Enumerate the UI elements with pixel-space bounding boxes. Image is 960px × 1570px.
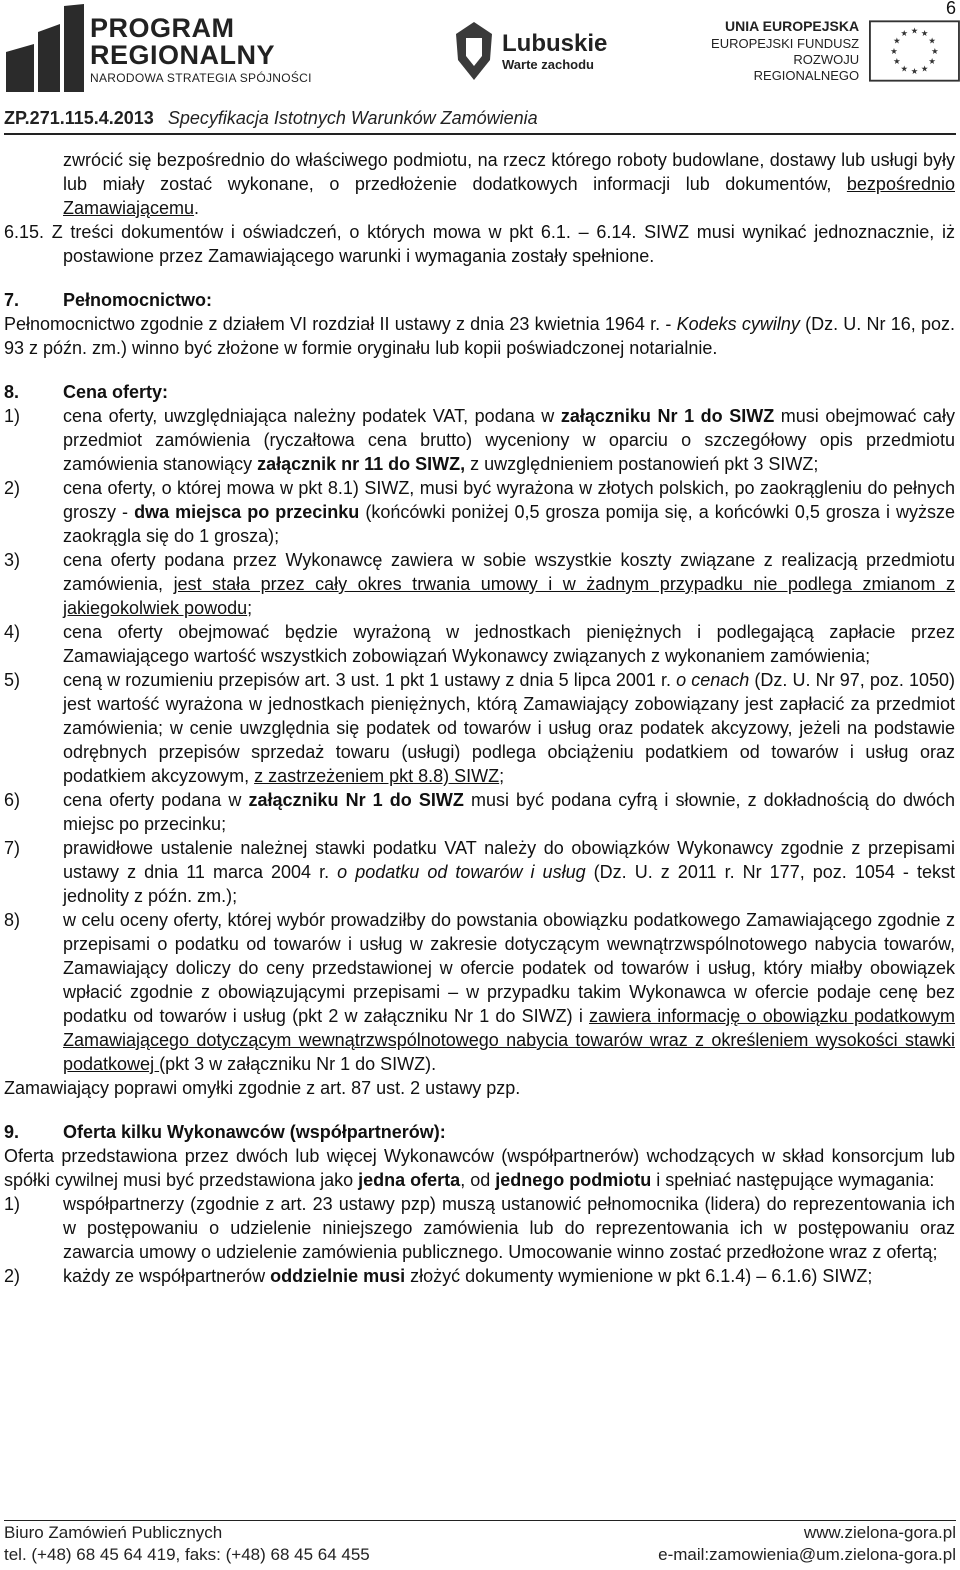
svg-text:★: ★ bbox=[893, 56, 901, 67]
eu-logo bbox=[697, 18, 960, 84]
svg-text:★: ★ bbox=[900, 28, 909, 39]
document-footer bbox=[4, 1522, 956, 1566]
svg-text:★: ★ bbox=[928, 35, 936, 46]
section-8-item-4: 4) cena oferty obejmować będzie wyrażoną w jednostkach pieniężnych i podlegającą zapłacie przez Zamawiającego wartość wszystkich zobowiązań Wykonawcy związanych z wykonaniem zamówienia; bbox=[4, 622, 955, 666]
svg-text:★: ★ bbox=[928, 56, 936, 67]
svg-text:★: ★ bbox=[893, 35, 901, 46]
program-title-line1: PROGRAM bbox=[90, 12, 235, 43]
section-7-text: Pełnomocnictwo zgodnie z działem VI rozdział II ustawy z dnia 23 kwietnia 1964 r. - Kodeks cywilny (Dz. U. Nr 16, poz. 93 z późn. zm.) winno być złożone w formie oryginału lub kopii poświadczonej notarialnie. bbox=[4, 314, 955, 358]
section-7-heading: 7. Pełnomocnictwo: bbox=[4, 290, 213, 310]
section-8-item-6: 6) cena oferty podana w załączniku Nr 1 do SIWZ musi być podana cyfrą i słownie, z dokładnością do dwóch miejsc po przecinku; bbox=[4, 790, 955, 834]
lubuskie-emblem-icon bbox=[452, 20, 496, 82]
svg-text:★: ★ bbox=[910, 66, 919, 77]
document-reference: ZP.271.115.4.2013 bbox=[4, 108, 154, 128]
paragraph-6-15: 6.15. Z treści dokumentów i oświadczeń, o których mowa w pkt 6.1. – 6.14. SIWZ musi wynikać jednoznacznie, iż postawione przez Zamawiającego warunki i wymagania zostały spełnione. bbox=[4, 222, 955, 266]
svg-text:★: ★ bbox=[910, 25, 919, 36]
svg-text:★: ★ bbox=[900, 63, 909, 74]
section-8-heading: 8. Cena oferty: bbox=[4, 382, 169, 402]
footer-office: Biuro Zamówień Publicznych bbox=[4, 1523, 223, 1542]
document-body bbox=[4, 148, 955, 1288]
section-9-item-2: 2) każdy ze współpartnerów oddzielnie musi złożyć dokumenty wymienione w pkt 6.1.4) – 6.1.6) SIWZ; bbox=[4, 1266, 873, 1286]
svg-text:★: ★ bbox=[931, 45, 939, 56]
section-9-item-1: 1) współpartnerzy (zgodnie z art. 23 ustawy pzp) muszą ustanowić pełnomocnika (lidera) do reprezentowania ich w postępowaniu o udzielenie niniejszego zamówienia lub do reprezentowania ich w postępowaniu oraz zawarcia umowy o udzielenie zamówienia publicznego. Umocowanie winno zostać przedłożone wraz z ofertą; bbox=[4, 1194, 955, 1262]
section-8-closing: Zamawiający poprawi omyłki zgodnie z art. 87 ust. 2 ustawy pzp. bbox=[4, 1078, 521, 1098]
section-8-item-5: 5) ceną w rozumieniu przepisów art. 3 ust. 1 pkt 1 ustawy z dnia 5 lipca 2001 r. o cenach (Dz. U. Nr 97, poz. 1050) jest wartość wyrażona w jednostkach pieniężnych, którą Zamawiający zobowiązany jest zapłacić za przedmiot zamówienia; w cenie uwzględnia się podatek od towarów i usług oraz podatek akcyzowy, jeżeli na podstawie odrębnych przepisów sprzedaż towaru (usługi) podlega obciążeniu podatkiem od towarów i usług oraz podatkiem akcyzowym, z zastrzeżeniem pkt 8.8) SIWZ; bbox=[4, 670, 955, 786]
eu-line3: ROZWOJU REGIONALNEGO bbox=[753, 51, 860, 83]
section-8-item-7: 7) prawidłowe ustalenie należnej stawki podatku VAT należy do obowiązków Wykonawcy zgodnie z przepisami ustawy z dnia 11 marca 2004 r. o podatku od towarów i usług (Dz. U. z 2011 r. Nr 177, poz. 1054 - tekst jednolity z późn. zm.); bbox=[4, 838, 955, 906]
page-number: 6 bbox=[945, 0, 956, 18]
footer-website[interactable]: www.zielona-gora.pl bbox=[803, 1523, 956, 1542]
section-9-heading: 9. Oferta kilku Wykonawców (współpartnerów): bbox=[4, 1122, 446, 1142]
svg-text:★: ★ bbox=[921, 63, 929, 74]
header-divider bbox=[4, 133, 956, 135]
lubuskie-slogan: Warte zachodu bbox=[502, 56, 594, 72]
program-subtitle: NARODOWA STRATEGIA SPÓJNOŚCI bbox=[90, 70, 312, 85]
intro-paragraph: zwrócić się bezpośrednio do właściwego podmiotu, na rzecz którego roboty budowlane, dostawy lub usługi były lub miały zostać wykonane, o przedłożenie dodatkowych informacji lub dokumentów, bezpośrednio Zamawiającemu. bbox=[63, 150, 955, 218]
section-8-item-8: 8) w celu oceny oferty, której wybór prowadziłby do powstania obowiązku podatkowego Zamawiającego zgodnie z przepisami o podatku od towarów i usług w zakresie dotyczącym wewnątrzwspólnotowego nabycia towarów, Zamawiający doliczy do ceny przedstawionej w ofercie podatek od towarów i usług, który miałby obowiązek wpłacić zgodnie z obowiązującymi przepisami – w przypadku takim Wykonawca w ofercie podaje cenę bez podatku od towarów i usług (pkt 2 w załączniku Nr 1 do SIWZ) i zawiera informację o obowiązku podatkowym Zamawiającego dotyczącym wewnątrzwspólnotowego nabycia towarów wraz z określeniem wysokości stawki podatkowej (pkt 3 w załączniku Nr 1 do SIWZ). bbox=[4, 910, 956, 1074]
lubuskie-title: Lubuskie bbox=[502, 29, 608, 57]
program-regionalny-mark-icon bbox=[0, 4, 86, 94]
eu-line2: EUROPEJSKI FUNDUSZ bbox=[711, 35, 860, 51]
eu-flag-icon bbox=[869, 18, 960, 84]
document-title: Specyfikacja Istotnych Warunków Zamówienia bbox=[167, 108, 538, 128]
section-9-intro: Oferta przedstawiona przez dwóch lub więcej Wykonawców (współpartnerów) wchodzących w skład konsorcjum lub spółki cywilnej musi być przedstawiona jako jedna oferta, od jednego podmiotu i spełniać następujące wymagania: bbox=[4, 1146, 955, 1190]
eu-line1: UNIA EUROPEJSKA bbox=[725, 18, 860, 34]
lubuskie-logo bbox=[452, 20, 607, 82]
footer-email[interactable]: e-mail:zamowienia@um.zielona-gora.pl bbox=[658, 1545, 956, 1564]
svg-text:★: ★ bbox=[921, 28, 929, 39]
section-8-item-3: 3) cena oferty podana przez Wykonawcę zawiera w sobie wszystkie koszty związane z realizacją przedmiotu zamówienia, jest stała przez cały okres trwania umowy i w żadnym przypadku nie podlega zmianom z jakiegokolwiek powodu; bbox=[4, 550, 955, 618]
document-subheader bbox=[4, 108, 538, 129]
section-8-item-2: 2) cena oferty, o której mowa w pkt 8.1) SIWZ, musi być wyrażona w złotych polskich, po zaokrągleniu do pełnych groszy - dwa miejsca po przecinku (końcówki poniżej 0,5 grosza pomija się, a końcówki 0,5 grosza i wyższe zaokrągla się do 1 grosza); bbox=[4, 478, 955, 546]
svg-text:★: ★ bbox=[890, 45, 898, 56]
program-regionalny-logo bbox=[0, 4, 312, 94]
footer-phone: tel. (+48) 68 45 64 419, faks: (+48) 68 45 64 455 bbox=[4, 1545, 370, 1564]
program-title-line2: REGIONALNY bbox=[90, 39, 276, 70]
footer-divider bbox=[4, 1520, 956, 1521]
document-header bbox=[0, 0, 960, 128]
section-8-item-1: 1) cena oferty, uwzględniająca należny podatek VAT, podana w załączniku Nr 1 do SIWZ musi obejmować cały przedmiot zamówienia (ryczałtowa cena brutto) wyceniony w oparciu o szczegółowy opis przedmiotu zamówienia stanowiący załącznik nr 11 do SIWZ, z uwzględnieniem postanowień pkt 3 SIWZ; bbox=[4, 406, 955, 474]
